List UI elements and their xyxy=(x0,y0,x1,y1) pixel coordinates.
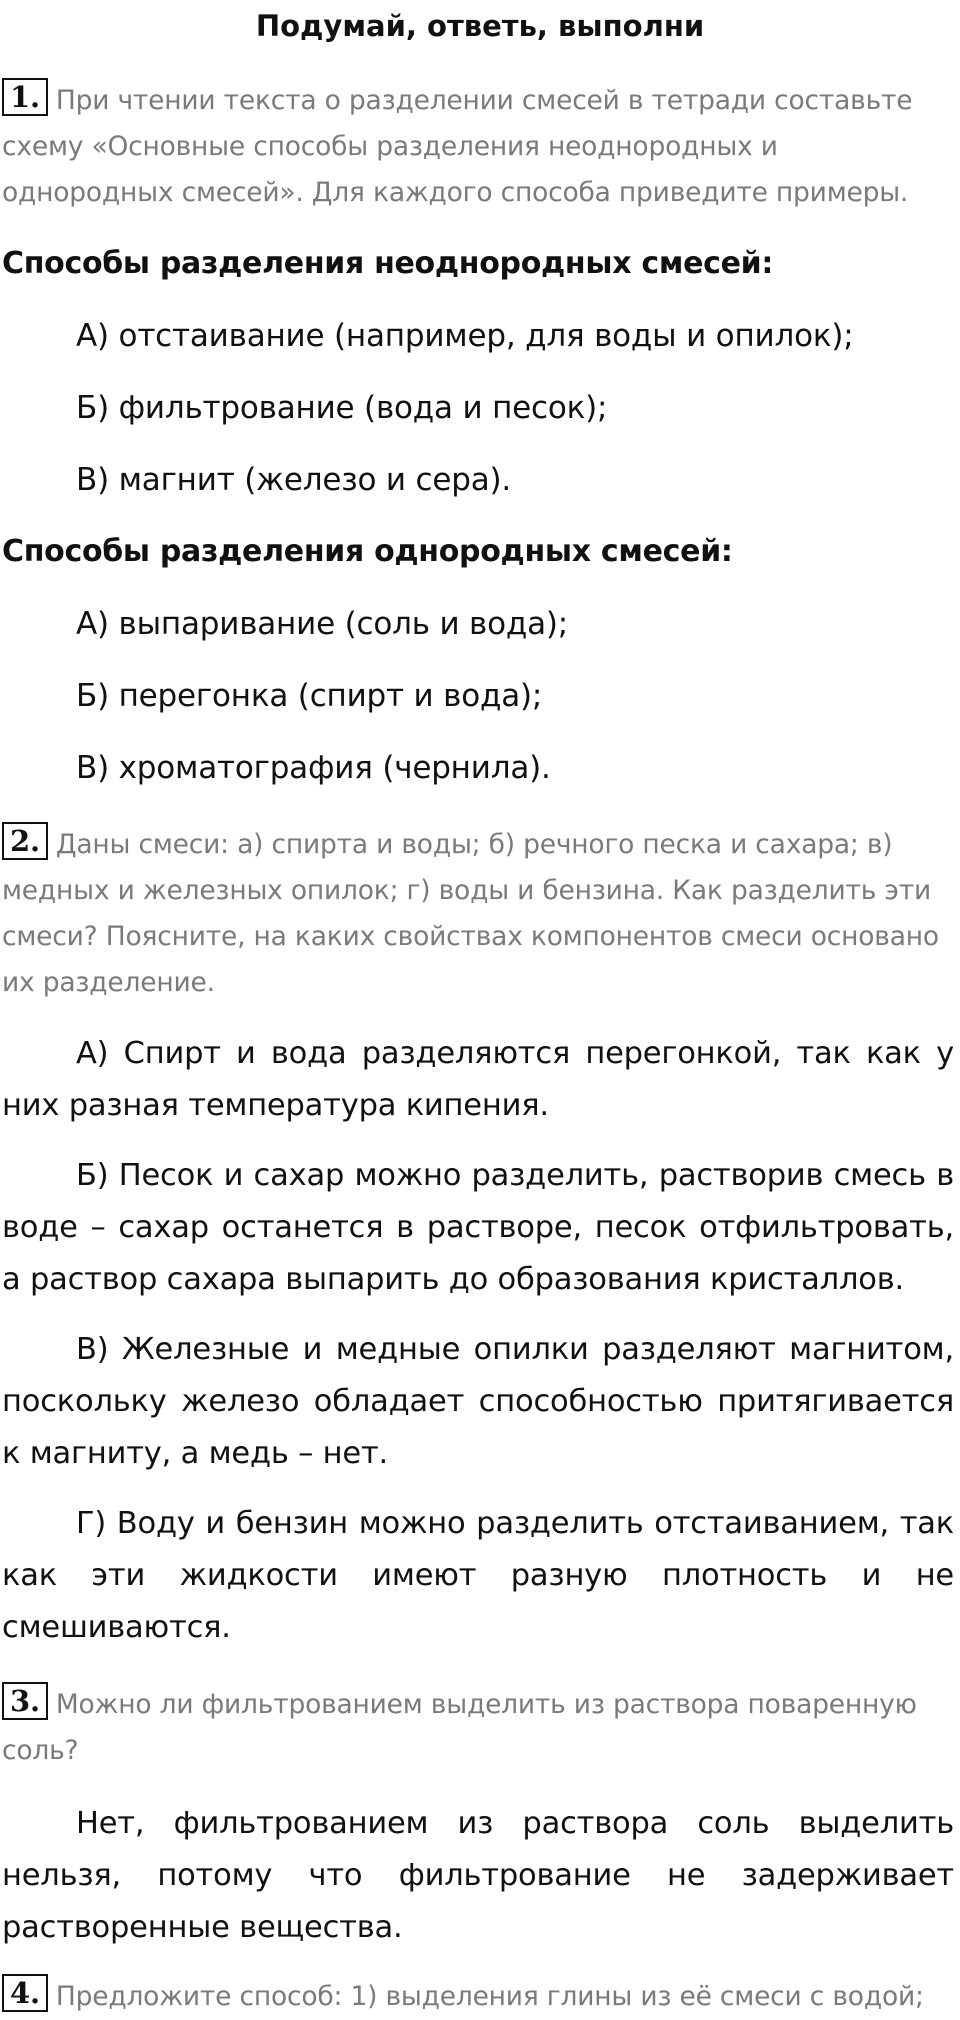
task-4 xyxy=(2,1974,954,2020)
homogeneous-heading: Способы разделения однородных смесей: xyxy=(2,534,733,569)
task-2-answer-d: Г) Воду и бензин можно разделить отстаиванием, так как эти жидкости имеют разную плотность и не смешиваются. xyxy=(2,1506,954,1645)
task-1 xyxy=(2,78,954,216)
task-3-answer: Нет, фильтрованием из раствора соль выделить нельзя, потому что фильтрование не задерживает растворенные вещества. xyxy=(2,1806,954,1945)
task-number-4: 4. xyxy=(2,1974,48,2012)
task-number-3: 3. xyxy=(2,1682,48,1720)
page-title: Подумай, ответь, выполни xyxy=(255,9,705,43)
task-1-text: При чтении текста о разделении смесей в тетради составьте схему «Основные способы разделения неоднородных и однородных смесей». Для каждого способа приведите примеры. xyxy=(2,85,913,208)
task-2 xyxy=(2,822,954,1006)
heterogeneous-heading: Способы разделения неоднородных смесей: xyxy=(2,246,774,281)
task-2-answer-b: Б) Песок и сахар можно разделить, растворив смесь в воде – сахар останется в растворе, песок отфильтровать, а раствор сахара выпарить до образования кристаллов. xyxy=(2,1158,954,1297)
heterogeneous-item-a: А) отстаивание (например, для воды и опилок); xyxy=(76,318,854,354)
heterogeneous-item-c: В) магнит (железо и сера). xyxy=(76,462,512,498)
task-2-answer-a: А) Спирт и вода разделяются перегонкой, так как у них разная температура кипения. xyxy=(2,1036,954,1123)
task-4-text: Предложите способ: 1) выделения глины из её смеси с водой; xyxy=(55,1981,924,2012)
task-3 xyxy=(2,1682,954,1774)
task-3-text: Можно ли фильтрованием выделить из раствора поваренную соль? xyxy=(2,1689,917,1766)
task-2-answer-c: В) Железные и медные опилки разделяют магнитом, поскольку железо обладает способностью притягивается к магниту, а медь – нет. xyxy=(2,1332,954,1471)
task-number-2: 2. xyxy=(2,822,48,860)
task-number-1: 1. xyxy=(2,78,48,116)
task-2-text: Даны смеси: а) спирта и воды; б) речного песка и сахара; в) медных и железных опилок; г) воды и бензина. Как разделить эти смеси? Поясните, на каких свойствах компонентов смеси основано их разделение. xyxy=(2,829,939,998)
homogeneous-item-c: В) хроматография (чернила). xyxy=(76,750,551,786)
homogeneous-item-b: Б) перегонка (спирт и вода); xyxy=(76,678,543,714)
homogeneous-item-a: А) выпаривание (соль и вода); xyxy=(76,606,569,642)
heterogeneous-item-b: Б) фильтрование (вода и песок); xyxy=(76,390,608,426)
